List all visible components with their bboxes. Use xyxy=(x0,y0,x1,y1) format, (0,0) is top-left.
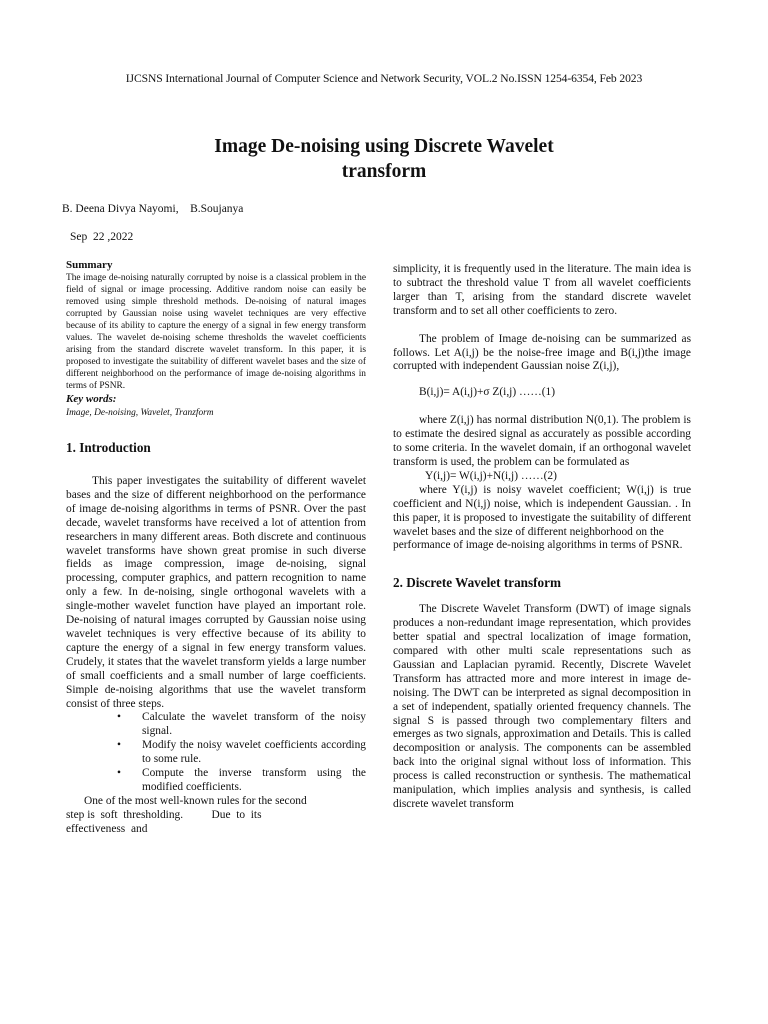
right-column xyxy=(393,263,691,812)
bullet-icon: • xyxy=(117,711,121,724)
soft-threshold-line1: One of the most well-known rules for the second xyxy=(84,794,307,807)
equation-2: Y(i,j)= W(i,j)+N(i,j) ……(2) xyxy=(425,469,557,482)
dwt-paragraph: The Discrete Wavelet Transform (DWT) of image signals produces a non-redundant image representation, which provides better spatial and spectral localization of image formation, compared with other multi scale representations such as Gaussian and Laplacian pyramid. Recently, Discrete Wavelet Transform has attracted more and more interest in image de-noising. The DWT can be interpreted as signal decomposition in a set of independent, spatially oriented frequency channels. The signal S is passed through two complementary filters and emerges as two signals, approximation and Details. This is called decomposition or analysis. The components can be assembled back into the original signal without loss of information. This process is called reconstruction or synthesis. The mathematical manipulation, which implies analysis and synthesis, is called discrete wavelet transform xyxy=(393,603,691,810)
soft-threshold-line3: effectiveness and xyxy=(66,822,148,835)
summary-heading: Summary xyxy=(66,259,113,271)
keywords-heading: Key words: xyxy=(66,393,117,405)
paper-title-line1: Image De-noising using Discrete Wavelet xyxy=(214,136,554,157)
equation-1: B(i,j)= A(i,j)+σ Z(i,j) ……(1) xyxy=(419,386,556,399)
bullet-icon: • xyxy=(117,767,121,780)
paper-date: Sep 22 ,2022 xyxy=(70,231,134,243)
introduction-paragraph: This paper investigates the suitability of different wavelet bases and the size of different neighborhood on the performance of image de-noising algorithms in terms of PSNR. Over the past decade, wavelet transforms have received a lot of attention from researchers in many different areas. Both discrete and continuous wavelet transforms have shown great promise in such diverse fields as image compression, image de-noising, signal processing, computer graphics, and pattern recognition to name only a few. In de-noising, single orthogonal wavelets with a single-mother wavelet function have played an important role. De-noising of natural images corrupted by Gaussian noise using wavelet techniques is very effective because of its ability to capture the energy of a signal in few energy transform values. Crudely, it states that the wavelet transform yields a large number of small coefficients and a small number of large coefficients. Simple de-noising algorithms that use the wavelet transform consist of three steps. xyxy=(66,475,366,710)
threshold-paragraph: simplicity, it is frequently used in the literature. The main idea is to subtract the threshold value T from all wavelet coefficients larger than T, arising from the standard discrete wavelet transform and to set all other coefficients to zero. xyxy=(393,263,691,317)
distribution-paragraph: where Z(i,j) has normal distribution N(0,1). The problem is to estimate the desired signal as accurately as possible according to some criteria. In the wavelet domain, if an orthogonal wavelet transform is used, the problem can be formulated as xyxy=(393,414,691,468)
left-column xyxy=(66,258,366,837)
list-item xyxy=(66,711,366,739)
coefficient-paragraph: where Y(i,j) is noisy wavelet coefficient; W(i,j) is true coefficient and N(i,j) noise, which is independent Gaussian. . In this paper, it is proposed to investigate the suitability of different wavelet bases and the size of different neighborhood on the xyxy=(393,483,691,538)
summary-text: The image de-noising naturally corrupted by noise is a classical problem in the field of signal or image processing. Additive random noise can easily be removed using simple threshold methods. De-noising of natural images corrupted by Gaussian noise using wavelet techniques are very effective because of its ability to capture the energy of a signal in few energy transform values. The wavelet de-noising scheme thresholds the wavelet coefficients arising from the standard discrete wavelet transform. In this paper, it is proposed to investigate the suitability of different wavelet bases and the size of different neighborhood on the performance of image de-noising algorithms in terms of PSNR. xyxy=(66,273,366,391)
problem-paragraph: The problem of Image de-noising can be summarized as follows. Let A(i,j) be the noise-free image and B(i,j)the image corrupted with independent Gaussian noise Z(i,j), xyxy=(393,332,691,373)
journal-header: IJCSNS International Journal of Computer Science and Network Security, VOL.2 No.ISSN 1254-6354, Feb 2023 xyxy=(125,72,643,85)
coefficient-paragraph-tail: performance of image de-noising algorithms in terms of PSNR. xyxy=(393,539,683,552)
paper-title xyxy=(0,134,768,184)
paper-title-line2: transform xyxy=(341,161,427,182)
dwt-heading: 2. Discrete Wavelet transform xyxy=(393,575,561,591)
bullet-icon: • xyxy=(117,739,121,752)
list-item-text: Compute the inverse transform using the modified coefficients. xyxy=(142,767,366,793)
list-item xyxy=(66,739,366,767)
keywords-text: Image, De-noising, Wavelet, Tranzform xyxy=(66,408,214,418)
list-item xyxy=(66,767,366,795)
list-item-text: Modify the noisy wavelet coefficients according to some rule. xyxy=(142,739,366,766)
list-item-text: Calculate the wavelet transform of the noisy signal. xyxy=(142,711,366,738)
steps-list xyxy=(66,711,366,794)
soft-threshold-line2: step is soft thresholding. Due to its xyxy=(66,808,262,821)
introduction-heading: 1. Introduction xyxy=(66,440,151,455)
paper-authors: B. Deena Divya Nayomi, B.Soujanya xyxy=(62,203,244,215)
